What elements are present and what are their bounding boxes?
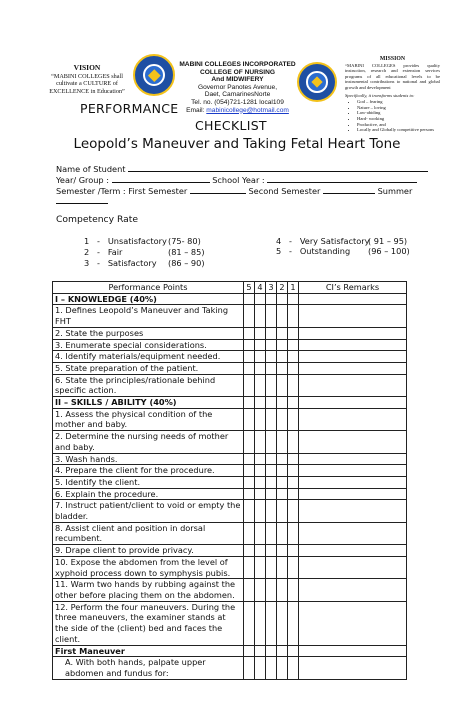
score-cell[interactable] bbox=[255, 465, 266, 477]
score-cell[interactable] bbox=[277, 431, 288, 453]
score-cell[interactable] bbox=[266, 500, 277, 522]
performance-item: 5. State preparation of the patient. bbox=[53, 362, 244, 374]
rate-range: (96 – 100) bbox=[368, 246, 410, 256]
table-row bbox=[53, 339, 407, 351]
mission-item: • Locally and Globally competitive persons bbox=[357, 127, 440, 133]
section-heading: I – KNOWLEDGE (40%) bbox=[53, 293, 244, 305]
score-cell[interactable] bbox=[244, 408, 255, 430]
col-score-2: 2 bbox=[277, 282, 288, 294]
table-row bbox=[53, 397, 407, 409]
score-cell[interactable] bbox=[255, 362, 266, 374]
table-row bbox=[53, 488, 407, 500]
score-cell[interactable] bbox=[288, 522, 299, 544]
score-cell[interactable] bbox=[266, 601, 277, 645]
performance-item: 6. State the principles/rationale behind specific action. bbox=[53, 374, 244, 396]
score-cell[interactable] bbox=[255, 327, 266, 339]
student-name-field[interactable] bbox=[128, 163, 428, 172]
mission-item: • Hard- working bbox=[357, 116, 440, 122]
table-row bbox=[53, 351, 407, 363]
score-cell[interactable] bbox=[288, 488, 299, 500]
score-cell[interactable] bbox=[266, 362, 277, 374]
score-cell[interactable] bbox=[277, 305, 288, 327]
email-line bbox=[170, 107, 305, 115]
student-name-label: Name of Student bbox=[56, 164, 126, 174]
mission-body: “MABINI COLLEGES provides quality instruction, research and extension services programs of all educational levels to be instrumental contributions to national and global growth and development bbox=[345, 62, 440, 90]
score-cell[interactable] bbox=[288, 293, 299, 305]
score-cell[interactable] bbox=[244, 645, 255, 657]
remarks-cell[interactable] bbox=[299, 488, 407, 500]
score-cell[interactable] bbox=[255, 397, 266, 409]
score-cell[interactable] bbox=[244, 657, 255, 679]
performance-item: A. With both hands, palpate upper abdomen and fundus for: bbox=[53, 657, 244, 679]
score-cell[interactable] bbox=[288, 408, 299, 430]
score-cell[interactable] bbox=[244, 579, 255, 601]
mission-list bbox=[345, 99, 440, 133]
col-remarks: CI’s Remarks bbox=[299, 282, 407, 294]
rate-item: 5 - Outstanding bbox=[276, 246, 351, 256]
vision-line: cultivate a CULTURE of bbox=[56, 80, 118, 88]
score-cell[interactable] bbox=[288, 556, 299, 578]
remarks-cell[interactable] bbox=[299, 374, 407, 396]
rate-range: (81 – 85) bbox=[168, 247, 205, 257]
score-cell[interactable] bbox=[277, 293, 288, 305]
score-cell[interactable] bbox=[244, 453, 255, 465]
remarks-cell[interactable] bbox=[299, 408, 407, 430]
rate-range: (86 – 90) bbox=[168, 258, 205, 268]
score-cell[interactable] bbox=[266, 657, 277, 679]
score-cell[interactable] bbox=[266, 545, 277, 557]
score-cell[interactable] bbox=[255, 601, 266, 645]
score-cell[interactable] bbox=[288, 374, 299, 396]
school-year-label: School Year : bbox=[212, 175, 265, 185]
performance-item: 1. Defines Leopold’s Maneuver and Taking FHT bbox=[53, 305, 244, 327]
score-cell[interactable] bbox=[277, 488, 288, 500]
rate-item: 2 - Fair bbox=[84, 247, 123, 257]
score-cell[interactable] bbox=[266, 374, 277, 396]
semester-row bbox=[56, 185, 412, 196]
score-cell[interactable] bbox=[277, 362, 288, 374]
score-cell[interactable] bbox=[277, 374, 288, 396]
col-score-4: 4 bbox=[255, 282, 266, 294]
score-cell[interactable] bbox=[266, 453, 277, 465]
score-cell[interactable] bbox=[266, 522, 277, 544]
score-cell[interactable] bbox=[244, 500, 255, 522]
score-cell[interactable] bbox=[255, 522, 266, 544]
student-name-row bbox=[56, 163, 428, 174]
score-cell[interactable] bbox=[288, 453, 299, 465]
score-cell[interactable] bbox=[244, 305, 255, 327]
score-cell[interactable] bbox=[277, 645, 288, 657]
remarks-cell[interactable] bbox=[299, 465, 407, 477]
score-cell[interactable] bbox=[288, 339, 299, 351]
mission-item: • God – fearing bbox=[357, 99, 440, 105]
vision-line: “MABINI COLLEGES shall bbox=[51, 72, 123, 80]
table-row bbox=[53, 362, 407, 374]
score-cell[interactable] bbox=[288, 327, 299, 339]
table-row bbox=[53, 305, 407, 327]
score-cell[interactable] bbox=[288, 465, 299, 477]
table-row bbox=[53, 453, 407, 465]
remarks-cell[interactable] bbox=[299, 556, 407, 578]
score-cell[interactable] bbox=[266, 327, 277, 339]
score-cell[interactable] bbox=[266, 556, 277, 578]
score-cell[interactable] bbox=[255, 351, 266, 363]
competency-title: Competency Rate bbox=[56, 214, 139, 225]
rate-range: ( 91 – 95) bbox=[368, 236, 408, 246]
table-header-row bbox=[53, 282, 407, 294]
table-row bbox=[53, 327, 407, 339]
address-line: Daet, CamarinesNorte bbox=[204, 91, 271, 99]
score-cell[interactable] bbox=[244, 362, 255, 374]
score-cell[interactable] bbox=[255, 293, 266, 305]
school-year-field[interactable] bbox=[267, 174, 417, 183]
score-cell[interactable] bbox=[255, 500, 266, 522]
performance-item: 2. State the purposes bbox=[53, 327, 244, 339]
score-cell[interactable] bbox=[255, 488, 266, 500]
score-cell[interactable] bbox=[266, 488, 277, 500]
mission-item: • Nature – loving bbox=[357, 105, 440, 111]
score-cell[interactable] bbox=[288, 500, 299, 522]
table-row bbox=[53, 556, 407, 578]
score-cell[interactable] bbox=[277, 476, 288, 488]
score-cell[interactable] bbox=[277, 408, 288, 430]
score-cell[interactable] bbox=[277, 327, 288, 339]
vision-line: EXCELLENCE in Education” bbox=[49, 87, 125, 95]
score-cell[interactable] bbox=[277, 351, 288, 363]
score-cell[interactable] bbox=[244, 476, 255, 488]
remarks-cell[interactable] bbox=[299, 657, 407, 679]
second-semester-field[interactable] bbox=[323, 185, 375, 194]
year-group-row bbox=[56, 174, 417, 185]
score-cell[interactable] bbox=[266, 293, 277, 305]
score-cell[interactable] bbox=[288, 362, 299, 374]
table-row bbox=[53, 601, 407, 645]
score-cell[interactable] bbox=[277, 601, 288, 645]
email-label: Email: bbox=[186, 106, 205, 114]
mission-block bbox=[345, 57, 440, 133]
score-cell[interactable] bbox=[266, 339, 277, 351]
col-performance-points: Performance Points bbox=[53, 282, 244, 294]
performance-item: 12. Perform the four maneuvers. During the three maneuvers, the examiner stands at the side of the (client) bed and faces the client. bbox=[53, 601, 244, 645]
performance-item: 10. Expose the abdomen from the level of xyphoid process down to symphysis pubis. bbox=[53, 556, 244, 578]
remarks-cell[interactable] bbox=[299, 522, 407, 544]
summer-field[interactable] bbox=[56, 203, 108, 204]
score-cell[interactable] bbox=[255, 657, 266, 679]
score-cell[interactable] bbox=[288, 305, 299, 327]
second-semester-label: Second Semester bbox=[248, 186, 321, 196]
performance-item: 9. Drape client to provide privacy. bbox=[53, 545, 244, 557]
score-cell[interactable] bbox=[244, 601, 255, 645]
rate-item: 4 - Very Satisfactory bbox=[276, 236, 370, 246]
year-group-field[interactable] bbox=[112, 174, 210, 183]
score-cell[interactable] bbox=[244, 327, 255, 339]
remarks-cell[interactable] bbox=[299, 453, 407, 465]
score-cell[interactable] bbox=[277, 545, 288, 557]
score-cell[interactable] bbox=[266, 645, 277, 657]
col-score-1: 1 bbox=[288, 282, 299, 294]
remarks-cell[interactable] bbox=[299, 645, 407, 657]
table-row bbox=[53, 465, 407, 477]
score-cell[interactable] bbox=[288, 545, 299, 557]
school-header bbox=[170, 61, 305, 114]
score-cell[interactable] bbox=[255, 339, 266, 351]
score-cell[interactable] bbox=[244, 431, 255, 453]
score-cell[interactable] bbox=[266, 465, 277, 477]
checklist-table bbox=[52, 281, 407, 680]
table-row bbox=[53, 500, 407, 522]
score-cell[interactable] bbox=[277, 579, 288, 601]
mission-item: • Law-abiding bbox=[357, 110, 440, 116]
score-cell[interactable] bbox=[244, 545, 255, 557]
performance-item: 6. Explain the procedure. bbox=[53, 488, 244, 500]
score-cell[interactable] bbox=[255, 305, 266, 327]
performance-item: 2. Determine the nursing needs of mother and baby. bbox=[53, 431, 244, 453]
section-heading: II – SKILLS / ABILITY (40%) bbox=[53, 397, 244, 409]
score-cell[interactable] bbox=[255, 556, 266, 578]
rate-item: 1 - Unsatisfactory bbox=[84, 236, 167, 246]
college-seal-left-icon bbox=[133, 54, 175, 96]
college-name: COLLEGE OF NURSING bbox=[199, 68, 276, 76]
remarks-cell[interactable] bbox=[299, 397, 407, 409]
score-cell[interactable] bbox=[277, 339, 288, 351]
score-cell[interactable] bbox=[255, 374, 266, 396]
score-cell[interactable] bbox=[244, 351, 255, 363]
table-row bbox=[53, 431, 407, 453]
remarks-cell[interactable] bbox=[299, 500, 407, 522]
page-title: Leopold’s Maneuver and Taking Fetal Heart Tone bbox=[73, 136, 401, 152]
score-cell[interactable] bbox=[277, 522, 288, 544]
remarks-cell[interactable] bbox=[299, 362, 407, 374]
score-cell[interactable] bbox=[255, 431, 266, 453]
score-cell[interactable] bbox=[277, 657, 288, 679]
table-row bbox=[53, 476, 407, 488]
mission-title: MISSION bbox=[379, 56, 406, 62]
score-cell[interactable] bbox=[255, 453, 266, 465]
performance-item: 4. Prepare the client for the procedure. bbox=[53, 465, 244, 477]
performance-item: 11. Warm two hands by rubbing against the other before placing them on the abdomen. bbox=[53, 579, 244, 601]
performance-item: 1. Assess the physical condition of the mother and baby. bbox=[53, 408, 244, 430]
score-cell[interactable] bbox=[277, 500, 288, 522]
remarks-cell[interactable] bbox=[299, 545, 407, 557]
score-cell[interactable] bbox=[244, 339, 255, 351]
score-cell[interactable] bbox=[244, 397, 255, 409]
rates-right bbox=[276, 236, 426, 260]
table-row bbox=[53, 645, 407, 657]
remarks-cell[interactable] bbox=[299, 601, 407, 645]
remarks-cell[interactable] bbox=[299, 293, 407, 305]
score-cell[interactable] bbox=[255, 579, 266, 601]
col-score-5: 5 bbox=[244, 282, 255, 294]
score-cell[interactable] bbox=[244, 556, 255, 578]
score-cell[interactable] bbox=[288, 645, 299, 657]
performance-item: 8. Assist client and position in dorsal recumbent. bbox=[53, 522, 244, 544]
score-cell[interactable] bbox=[277, 453, 288, 465]
score-cell[interactable] bbox=[266, 408, 277, 430]
score-cell[interactable] bbox=[288, 579, 299, 601]
score-cell[interactable] bbox=[288, 476, 299, 488]
table-row bbox=[53, 522, 407, 544]
score-cell[interactable] bbox=[266, 431, 277, 453]
score-cell[interactable] bbox=[288, 397, 299, 409]
col-score-3: 3 bbox=[266, 282, 277, 294]
score-cell[interactable] bbox=[288, 601, 299, 645]
summer-label: Summer bbox=[377, 186, 413, 196]
email-link[interactable]: mabinicollege@hotmail.com bbox=[206, 106, 289, 114]
school-name: MABINI COLLEGES INCORPORATED bbox=[179, 61, 296, 68]
score-cell[interactable] bbox=[266, 476, 277, 488]
table-row bbox=[53, 545, 407, 557]
score-cell[interactable] bbox=[244, 522, 255, 544]
rate-range: (75- 80) bbox=[168, 236, 201, 246]
score-cell[interactable] bbox=[277, 465, 288, 477]
score-cell[interactable] bbox=[277, 397, 288, 409]
rate-item: 3 - Satisfactory bbox=[84, 258, 157, 268]
table-row bbox=[53, 408, 407, 430]
title-checklist: CHECKLIST bbox=[195, 118, 267, 133]
score-cell[interactable] bbox=[255, 545, 266, 557]
score-cell[interactable] bbox=[244, 293, 255, 305]
vision-title: VISION bbox=[73, 63, 101, 72]
table-row bbox=[53, 657, 407, 679]
college-name-2: And MIDWIFERY bbox=[211, 76, 264, 84]
table-row bbox=[53, 293, 407, 305]
performance-item: 4. Identify materials/equipment needed. bbox=[53, 351, 244, 363]
semester-label: Semester /Term : First Semester bbox=[56, 186, 188, 196]
remarks-cell[interactable] bbox=[299, 339, 407, 351]
score-cell[interactable] bbox=[266, 397, 277, 409]
mission-lead: Specifically, it transforms students to: bbox=[345, 92, 415, 98]
year-group-label: Year/ Group : bbox=[56, 175, 109, 185]
table-row bbox=[53, 374, 407, 396]
score-cell[interactable] bbox=[288, 657, 299, 679]
score-cell[interactable] bbox=[255, 408, 266, 430]
first-semester-field[interactable] bbox=[190, 185, 246, 194]
score-cell[interactable] bbox=[255, 476, 266, 488]
score-cell[interactable] bbox=[288, 431, 299, 453]
remarks-cell[interactable] bbox=[299, 305, 407, 327]
performance-item: 3. Wash hands. bbox=[53, 453, 244, 465]
score-cell[interactable] bbox=[244, 488, 255, 500]
score-cell[interactable] bbox=[277, 556, 288, 578]
remarks-cell[interactable] bbox=[299, 351, 407, 363]
vision-block bbox=[38, 64, 136, 95]
maneuver-heading: First Maneuver bbox=[53, 645, 244, 657]
address-line: Governor Panotes Avenue, bbox=[197, 83, 278, 91]
remarks-cell[interactable] bbox=[299, 431, 407, 453]
score-cell[interactable] bbox=[266, 579, 277, 601]
table-row bbox=[53, 579, 407, 601]
performance-item: 7. Instruct patient/client to void or empty the bladder. bbox=[53, 500, 244, 522]
remarks-cell[interactable] bbox=[299, 579, 407, 601]
score-cell[interactable] bbox=[288, 351, 299, 363]
score-cell[interactable] bbox=[266, 305, 277, 327]
title-performance: PERFORMANCE bbox=[80, 101, 179, 116]
rates-left bbox=[84, 236, 234, 270]
mission-item: • Productive, and bbox=[357, 122, 440, 128]
score-cell[interactable] bbox=[266, 351, 277, 363]
remarks-cell[interactable] bbox=[299, 327, 407, 339]
performance-item: 3. Enumerate special considerations. bbox=[53, 339, 244, 351]
telephone: Tel. no. (054)721-1281 local109 bbox=[191, 98, 284, 106]
score-cell[interactable] bbox=[244, 465, 255, 477]
remarks-cell[interactable] bbox=[299, 476, 407, 488]
performance-item: 5. Identify the client. bbox=[53, 476, 244, 488]
score-cell[interactable] bbox=[255, 645, 266, 657]
score-cell[interactable] bbox=[244, 374, 255, 396]
